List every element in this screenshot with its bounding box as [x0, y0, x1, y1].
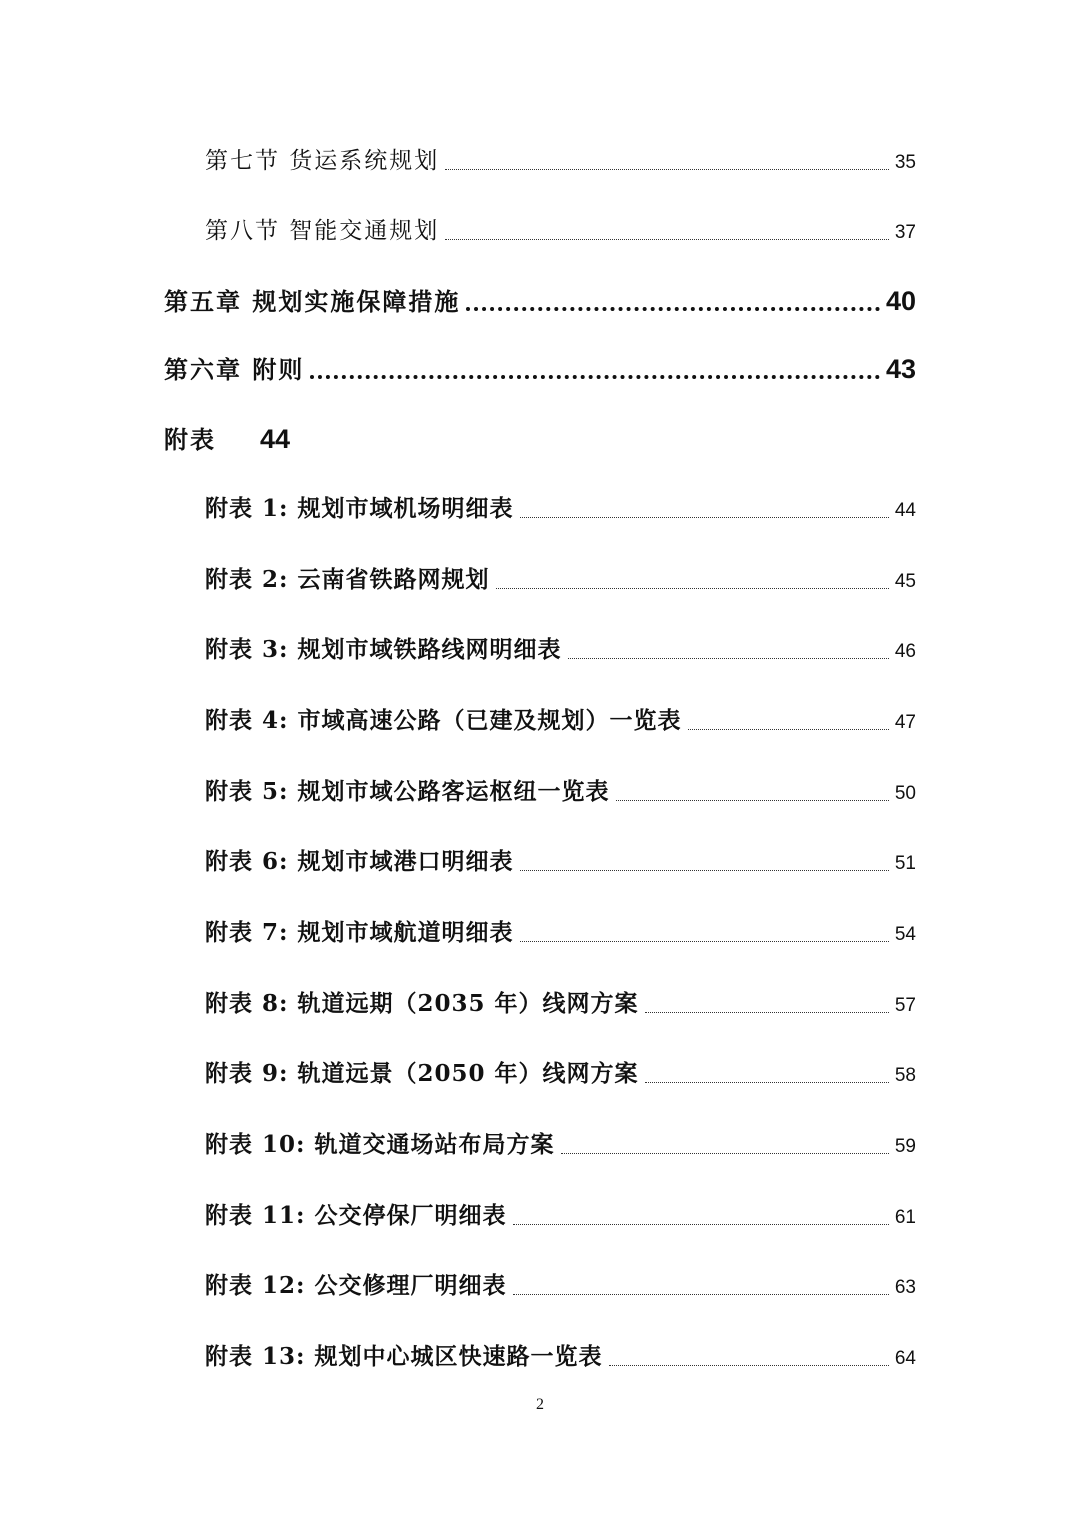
toc-entry-page: 44	[260, 424, 291, 454]
dot-leader	[609, 1365, 889, 1366]
dot-leader	[520, 517, 889, 518]
toc-entry-page: 61	[894, 1207, 916, 1228]
toc-entry-page: 43	[885, 354, 916, 384]
toc-entry-section-8[interactable]	[205, 212, 916, 245]
dot-leader	[310, 375, 880, 379]
dot-leader	[445, 169, 889, 170]
dot-leader	[561, 1153, 889, 1154]
toc-entry-appendix-8[interactable]	[205, 985, 916, 1018]
toc-entry-page: 54	[894, 924, 916, 945]
toc-entry-section-7[interactable]	[205, 142, 916, 175]
toc-entry-label: 第八节 智能交通规划	[205, 218, 440, 244]
toc-entry-page: 50	[894, 783, 916, 804]
dot-leader	[645, 1012, 889, 1013]
dot-leader	[520, 870, 889, 871]
toc-entry-page: 64	[894, 1348, 916, 1369]
toc-entry-page: 40	[885, 286, 916, 316]
toc-entry-label: 附表 4: 市域高速公路（已建及规划）一览表	[205, 707, 682, 734]
toc-entry-label: 附表 7: 规划市域航道明细表	[205, 919, 514, 946]
toc-entry-appendix-11[interactable]	[205, 1197, 916, 1230]
toc-entry-label: 附表 6: 规划市域港口明细表	[205, 848, 514, 875]
toc-entry-appendix-7[interactable]	[205, 914, 916, 947]
toc-entry-appendix-9[interactable]	[205, 1055, 916, 1088]
toc-entry-appendix-4[interactable]	[205, 702, 916, 735]
toc-entry-page: 47	[894, 712, 916, 733]
toc-entry-label: 附表 8: 轨道远期（2035 年）线网方案	[205, 990, 639, 1017]
toc-entry-appendix-13[interactable]	[205, 1338, 916, 1371]
toc-entry-page: 45	[894, 571, 916, 592]
toc-entry-appendix-2[interactable]	[205, 561, 916, 594]
toc-entry-label: 第六章 附则	[164, 355, 305, 384]
toc-entry-page: 63	[894, 1277, 916, 1298]
toc-entry-page: 46	[894, 641, 916, 662]
toc-entry-appendix-1[interactable]	[205, 490, 916, 523]
toc-entry-page: 35	[894, 152, 916, 173]
dot-leader	[520, 941, 889, 942]
toc-entry-page: 57	[894, 995, 916, 1016]
toc-entry-label: 附表 12: 公交修理厂明细表	[205, 1272, 507, 1299]
toc-entry-label: 附表 2: 云南省铁路网规划	[205, 566, 490, 593]
dot-leader	[496, 588, 889, 589]
toc-entry-label: 附表 1: 规划市域机场明细表	[205, 495, 514, 522]
dot-leader	[466, 307, 880, 311]
toc-entry-appendix[interactable]	[164, 420, 290, 455]
toc-entry-appendix-10[interactable]	[205, 1126, 916, 1159]
toc-entry-label: 附表	[164, 425, 216, 454]
page-number: 2	[536, 1396, 544, 1413]
toc-entry-label: 附表 10: 轨道交通场站布局方案	[205, 1131, 555, 1158]
toc-entry-label: 附表 3: 规划市域铁路线网明细表	[205, 636, 562, 663]
toc-entry-page: 59	[894, 1136, 916, 1157]
toc-entry-page: 51	[894, 853, 916, 874]
toc-entry-appendix-12[interactable]	[205, 1267, 916, 1300]
toc-entry-chapter-6[interactable]	[164, 350, 916, 385]
toc-entry-page: 58	[894, 1065, 916, 1086]
toc-entry-page: 44	[894, 500, 916, 521]
toc-entry-appendix-3[interactable]	[205, 631, 916, 664]
dot-leader	[645, 1082, 889, 1083]
dot-leader	[513, 1224, 889, 1225]
toc-entry-label: 附表 11: 公交停保厂明细表	[205, 1202, 507, 1229]
dot-leader	[616, 800, 889, 801]
toc-entry-page: 37	[894, 222, 916, 243]
toc-entry-label: 附表 5: 规划市域公路客运枢纽一览表	[205, 778, 610, 805]
dot-leader	[513, 1294, 889, 1295]
dot-leader	[445, 239, 889, 240]
dot-leader	[568, 658, 889, 659]
toc-entry-appendix-5[interactable]	[205, 773, 916, 806]
toc-entry-label: 第五章 规划实施保障措施	[164, 287, 461, 316]
toc-entry-label: 第七节 货运系统规划	[205, 148, 440, 174]
toc-entry-appendix-6[interactable]	[205, 843, 916, 876]
toc-entry-label: 附表 9: 轨道远景（2050 年）线网方案	[205, 1060, 639, 1087]
dot-leader	[688, 729, 889, 730]
toc-entry-chapter-5[interactable]	[164, 282, 916, 317]
toc-entry-label: 附表 13: 规划中心城区快速路一览表	[205, 1343, 603, 1370]
